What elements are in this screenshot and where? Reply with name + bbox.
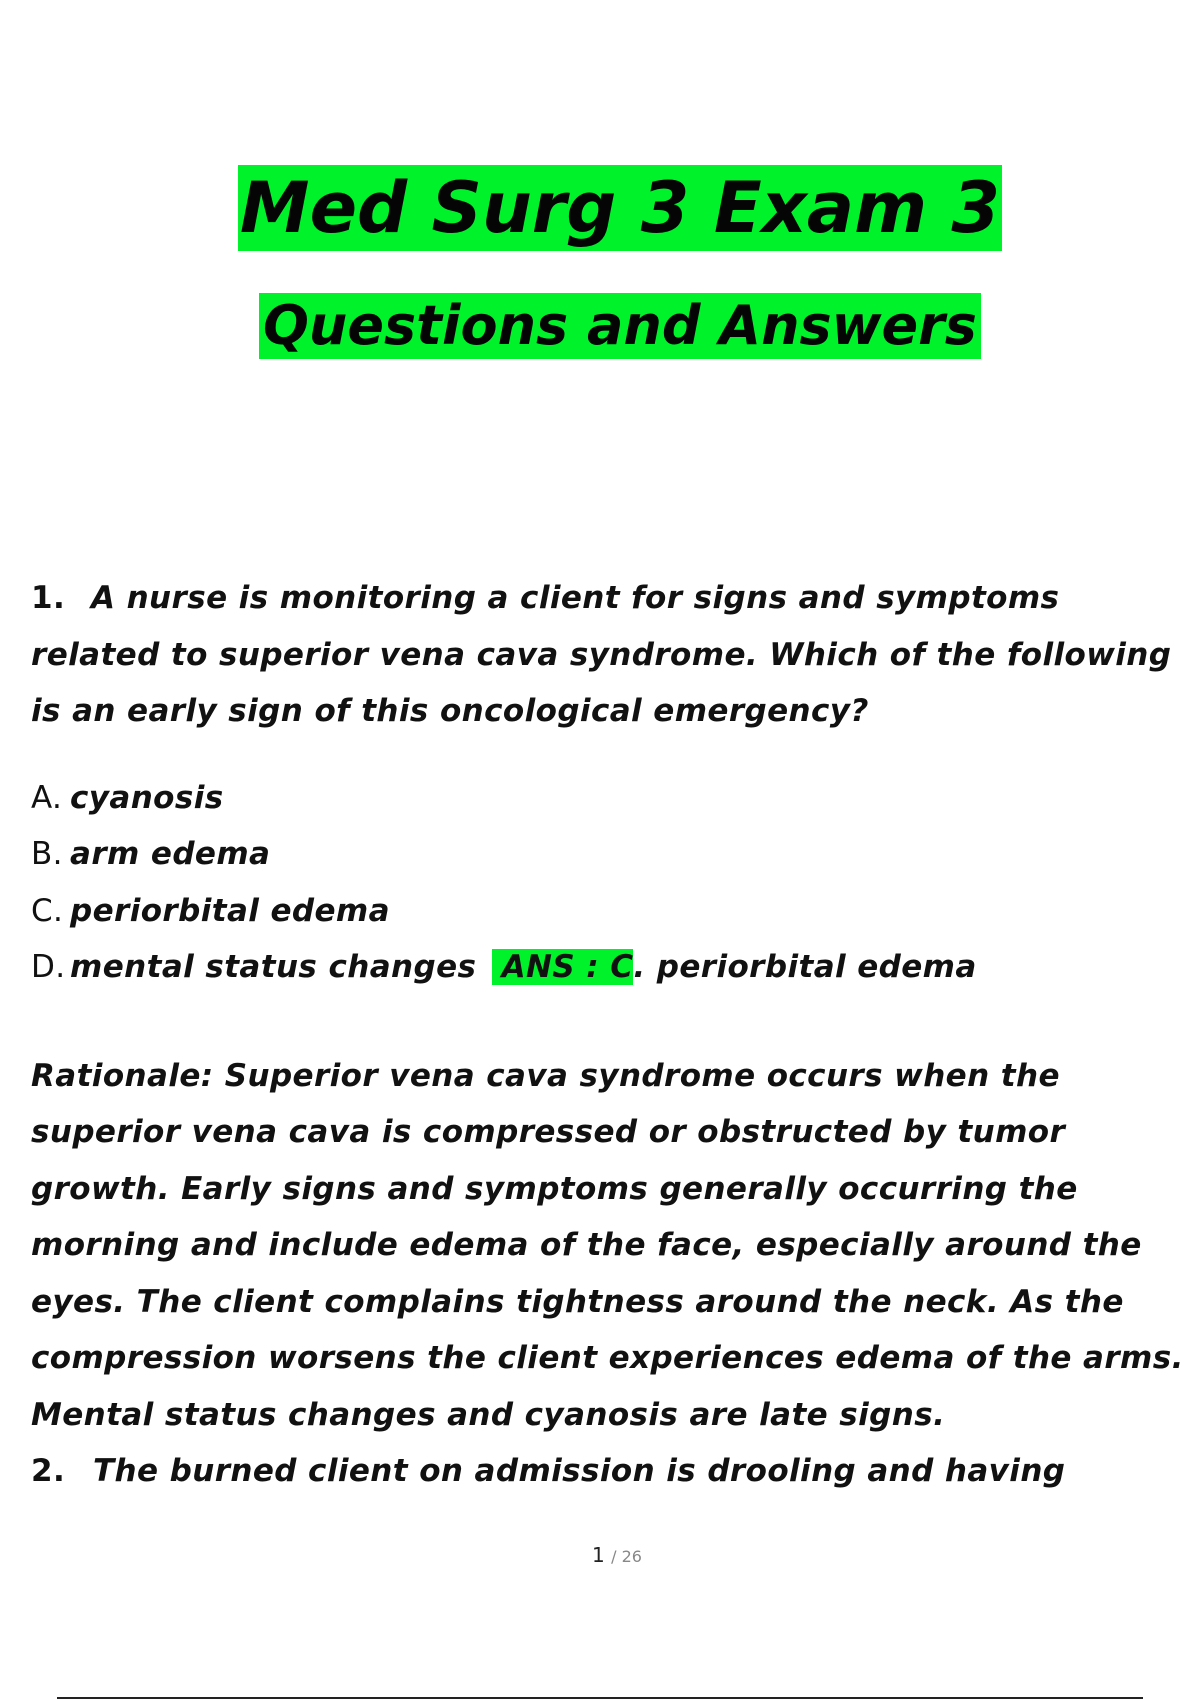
question-1	[31, 570, 1200, 740]
answer-text: . periorbital edema	[633, 949, 977, 985]
option-b	[31, 826, 1200, 883]
title-block	[0, 165, 1200, 359]
rationale-line: Mental status changes and cyanosis are late signs.	[31, 1396, 946, 1433]
document-title: Med Surg 3 Exam 3	[239, 167, 1001, 249]
rationale-line: compression worsens the client experiences edema of the arms.	[31, 1340, 1184, 1376]
question-2	[31, 1443, 1200, 1500]
option-d	[31, 939, 1200, 996]
question-number: 1.	[31, 580, 66, 616]
question-text-line: The burned client on admission is drooling and having	[93, 1453, 1066, 1489]
current-page: 1	[592, 1543, 605, 1567]
answer-label: ANS : C	[492, 949, 634, 985]
option-c	[31, 883, 1200, 940]
rationale-line: Rationale: Superior vena cava syndrome occurs when the	[31, 1057, 1060, 1094]
answer-options	[31, 770, 1200, 996]
option-a	[31, 770, 1200, 827]
option-letter: C.	[31, 892, 64, 929]
rationale-line: superior vena cava is compressed or obstructed by tumor	[31, 1114, 1066, 1150]
question-number: 2.	[31, 1453, 66, 1489]
total-pages: / 26	[611, 1547, 642, 1566]
rationale-line: eyes. The client complains tightness around the neck. As the	[31, 1283, 1124, 1320]
option-text: cyanosis	[70, 779, 224, 816]
question-text-line: is an early sign of this oncological emergency?	[31, 693, 869, 729]
rationale-line: growth. Early signs and symptoms generally occurring the	[31, 1170, 1078, 1207]
question-content	[31, 570, 1200, 1500]
question-text-line: A nurse is monitoring a client for signs and symptoms	[91, 580, 1060, 616]
rationale	[31, 1048, 1200, 1444]
question-text-line: related to superior vena cava syndrome. Which of the following	[31, 636, 1172, 673]
option-letter: A.	[31, 779, 63, 816]
page-divider	[57, 1697, 1143, 1699]
rationale-line: morning and include edema of the face, especially around the	[31, 1227, 1142, 1263]
option-letter: D.	[31, 949, 66, 985]
option-text: mental status changes	[70, 949, 477, 985]
document-subtitle: Questions and Answers	[259, 293, 981, 359]
option-letter: B.	[31, 836, 63, 872]
option-text: arm edema	[70, 836, 271, 872]
page-indicator	[0, 1543, 1200, 1567]
option-text: periorbital edema	[70, 892, 390, 929]
